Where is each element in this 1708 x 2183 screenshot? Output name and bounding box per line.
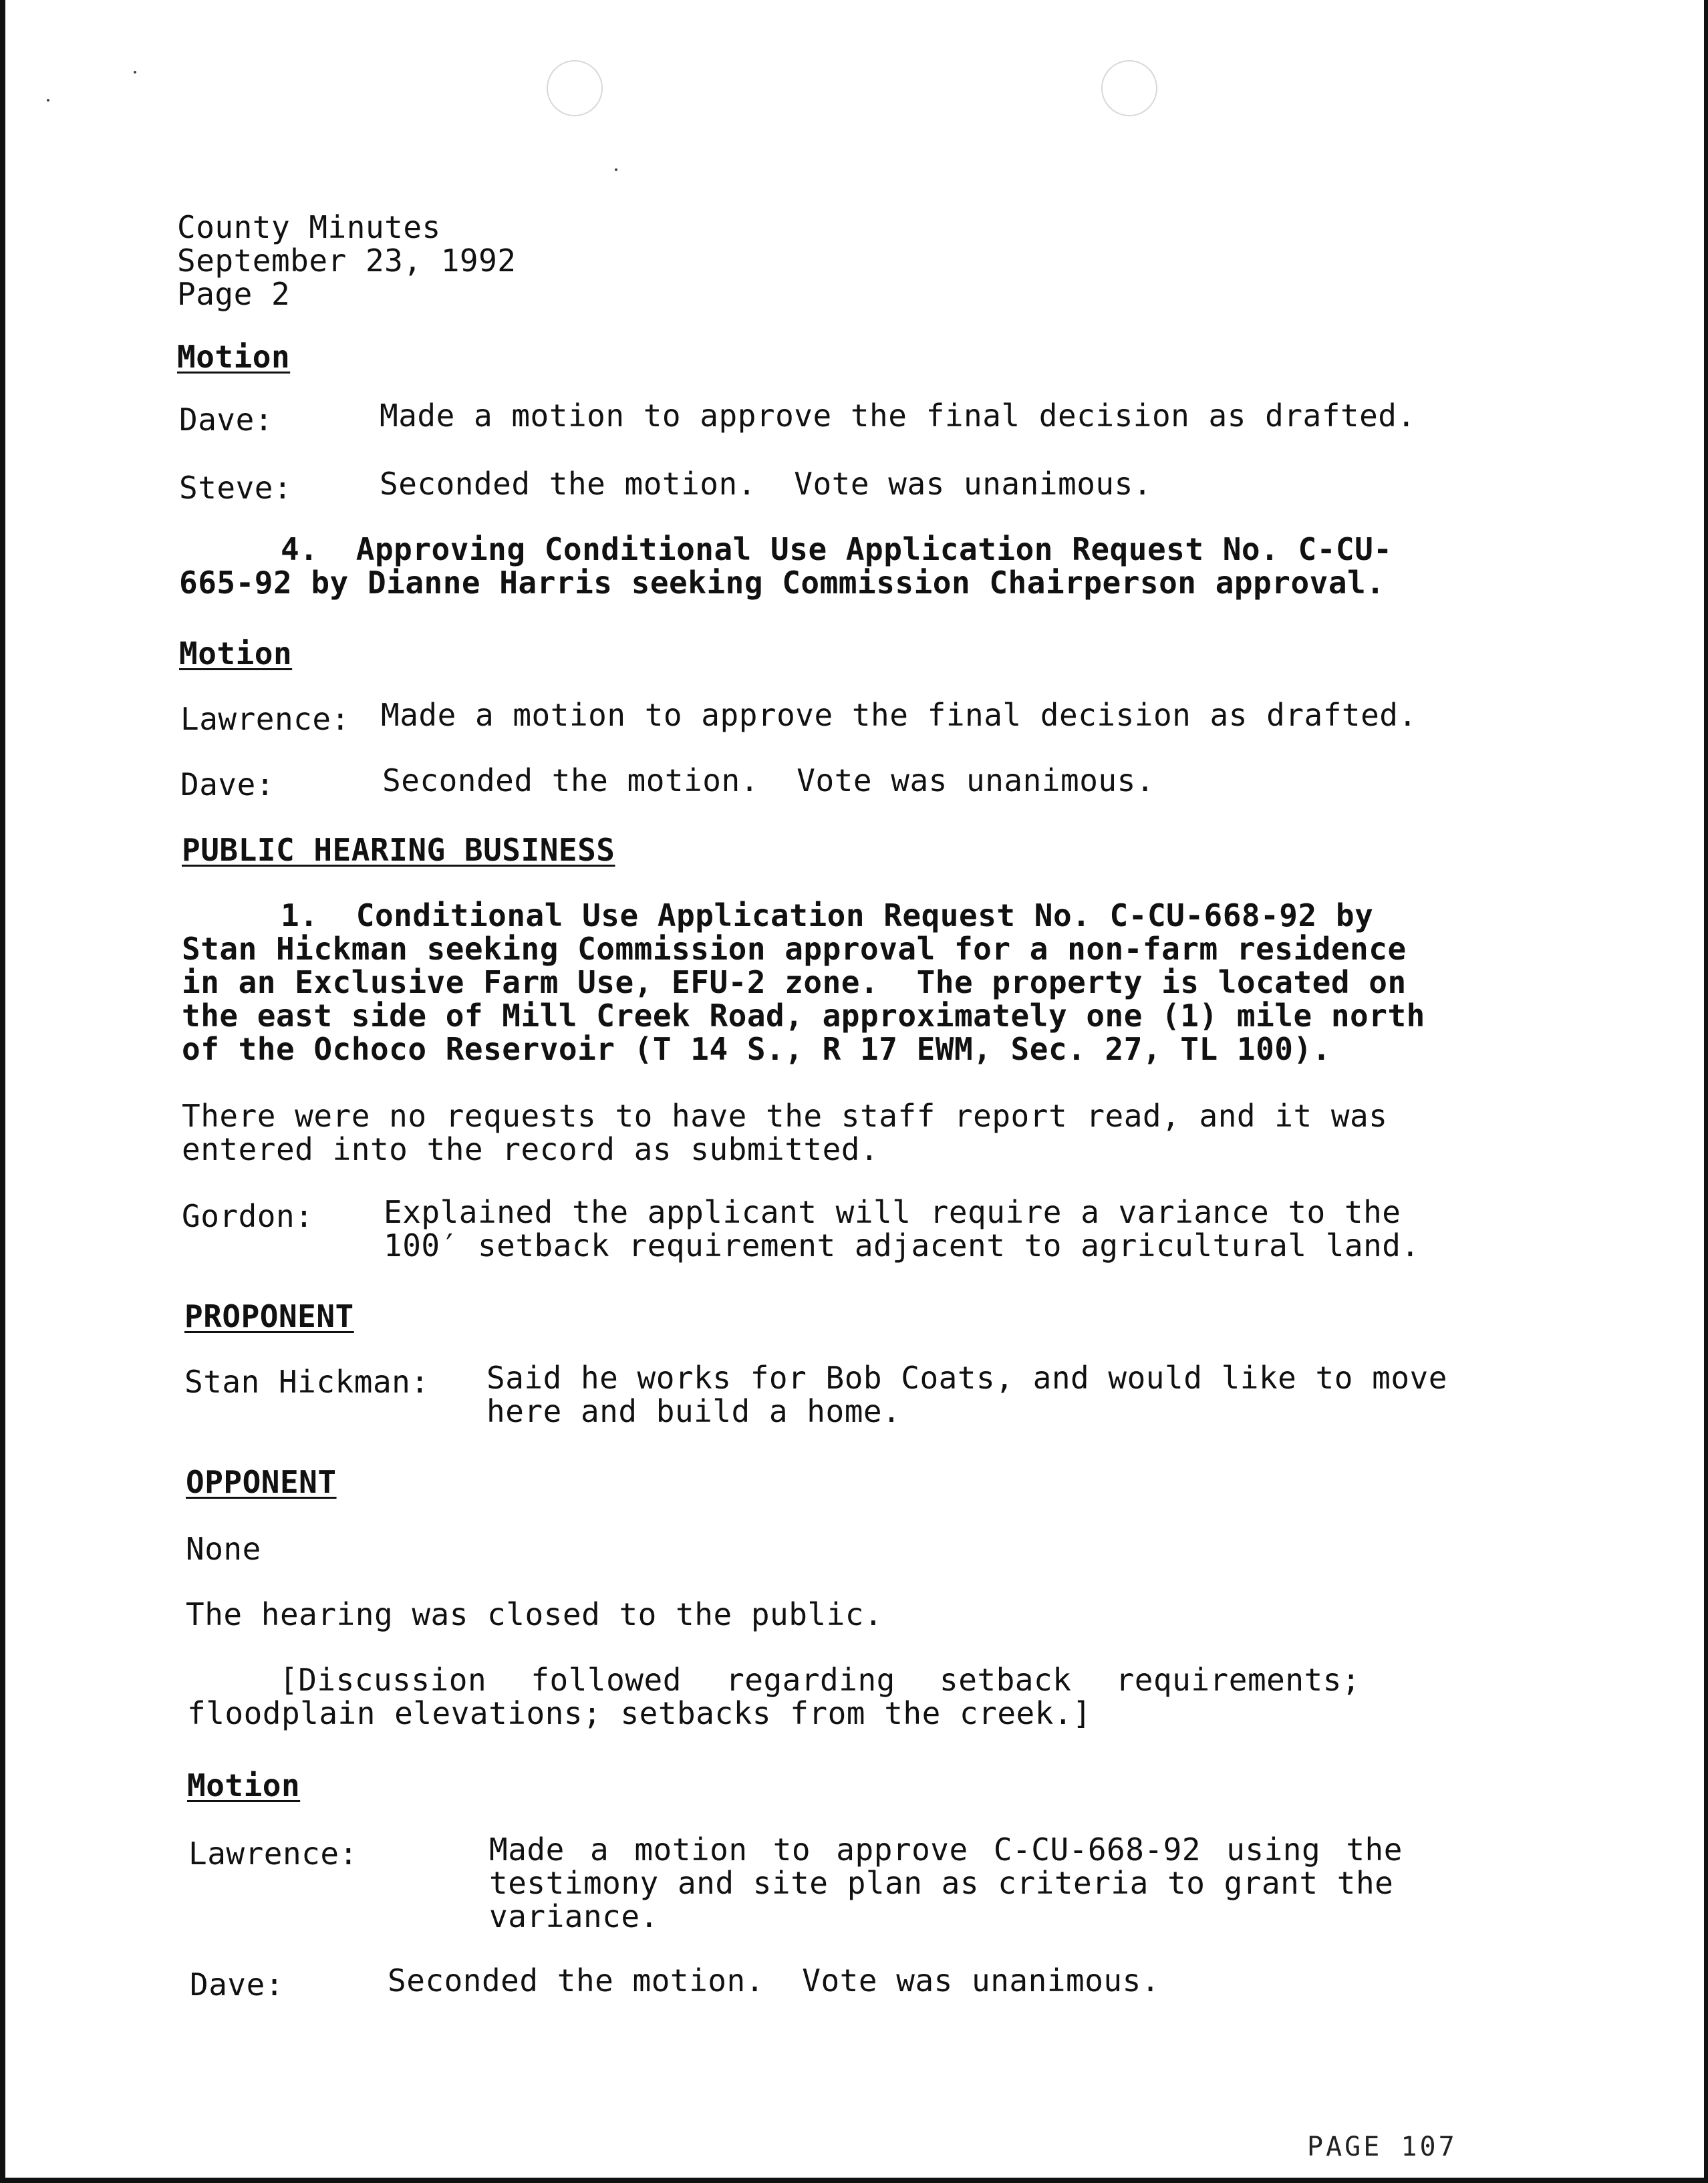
statement-lawrence-2-line-3: variance. xyxy=(489,1898,659,1934)
speaker-lawrence-1: Lawrence: xyxy=(180,701,350,737)
statement-stan-line-2: here and build a home. xyxy=(486,1393,901,1429)
staff-report-line-1: There were no requests to have the staff report read, and it was xyxy=(182,1098,1388,1134)
motion-heading-3: Motion xyxy=(187,1767,301,1803)
item4-line-2: 665-92 by Dianne Harris seeking Commission Chairperson approval. xyxy=(179,565,1385,601)
header-line-3: Page 2 xyxy=(177,276,291,312)
scan-speck xyxy=(615,168,617,171)
statement-lawrence-1: Made a motion to approve the final decision as drafted. xyxy=(381,697,1417,733)
discussion-line-2: floodplain elevations; setbacks from the creek.] xyxy=(187,1695,1092,1731)
punch-hole-right xyxy=(1101,60,1157,116)
scan-speck xyxy=(134,71,136,74)
hearing-item1-line-2: Stan Hickman seeking Commission approval for a non-farm residence xyxy=(182,931,1407,967)
item4-line-1: 4. Approving Conditional Use Application Request No. C-CU- xyxy=(281,531,1393,567)
header-line-1: County Minutes xyxy=(177,209,441,245)
hearing-item1-line-5: of the Ochoco Reservoir (T 14 S., R 17 EWM, Sec. 27, TL 100). xyxy=(182,1031,1331,1067)
speaker-dave-3: Dave: xyxy=(190,1967,284,2003)
motion-heading-2: Motion xyxy=(179,635,293,672)
public-hearing-heading: PUBLIC HEARING BUSINESS xyxy=(182,832,615,868)
statement-steve: Seconded the motion. Vote was unanimous. xyxy=(380,466,1152,502)
hearing-item1-line-1: 1. Conditional Use Application Request No. C-CU-668-92 by xyxy=(281,897,1374,933)
statement-dave-1: Made a motion to approve the final decision as drafted. xyxy=(380,398,1416,434)
hearing-closed: The hearing was closed to the public. xyxy=(186,1596,883,1632)
page-stamp: PAGE 107 xyxy=(1307,2132,1457,2162)
speaker-gordon: Gordon: xyxy=(182,1198,314,1234)
speaker-dave-1: Dave: xyxy=(179,402,273,438)
statement-stan-line-1: Said he works for Bob Coats, and would like to move xyxy=(486,1360,1447,1396)
speaker-dave-2: Dave: xyxy=(180,766,275,803)
statement-dave-2: Seconded the motion. Vote was unanimous. xyxy=(382,762,1155,798)
opponent-none: None xyxy=(186,1531,261,1567)
opponent-heading: OPPONENT xyxy=(186,1464,337,1500)
scan-speck xyxy=(47,99,49,102)
discussion-line-1: [Discussion followed regarding setback requirements; xyxy=(279,1662,1361,1698)
speaker-steve: Steve: xyxy=(179,470,293,506)
speaker-stan-hickman: Stan Hickman: xyxy=(184,1364,430,1400)
proponent-heading: PROPONENT xyxy=(184,1298,354,1334)
punch-hole-left xyxy=(547,60,603,116)
statement-gordon-line-2: 100′ setback requirement adjacent to agricultural land. xyxy=(384,1227,1420,1264)
statement-lawrence-2-line-2: testimony and site plan as criteria to grant the xyxy=(489,1865,1394,1901)
hearing-item1-line-3: in an Exclusive Farm Use, EFU-2 zone. The property is located on xyxy=(182,964,1407,1000)
statement-gordon-line-1: Explained the applicant will require a variance to the xyxy=(384,1194,1401,1230)
speaker-lawrence-2: Lawrence: xyxy=(188,1836,358,1872)
staff-report-line-2: entered into the record as submitted. xyxy=(182,1131,879,1167)
hearing-item1-line-4: the east side of Mill Creek Road, approximately one (1) mile north xyxy=(182,998,1425,1034)
statement-dave-3: Seconded the motion. Vote was unanimous. xyxy=(388,1962,1160,1999)
motion-heading-1: Motion xyxy=(177,339,291,375)
header-line-2: September 23, 1992 xyxy=(177,243,517,279)
statement-lawrence-2-line-1: Made a motion to approve C-CU-668-92 using the xyxy=(489,1832,1403,1868)
